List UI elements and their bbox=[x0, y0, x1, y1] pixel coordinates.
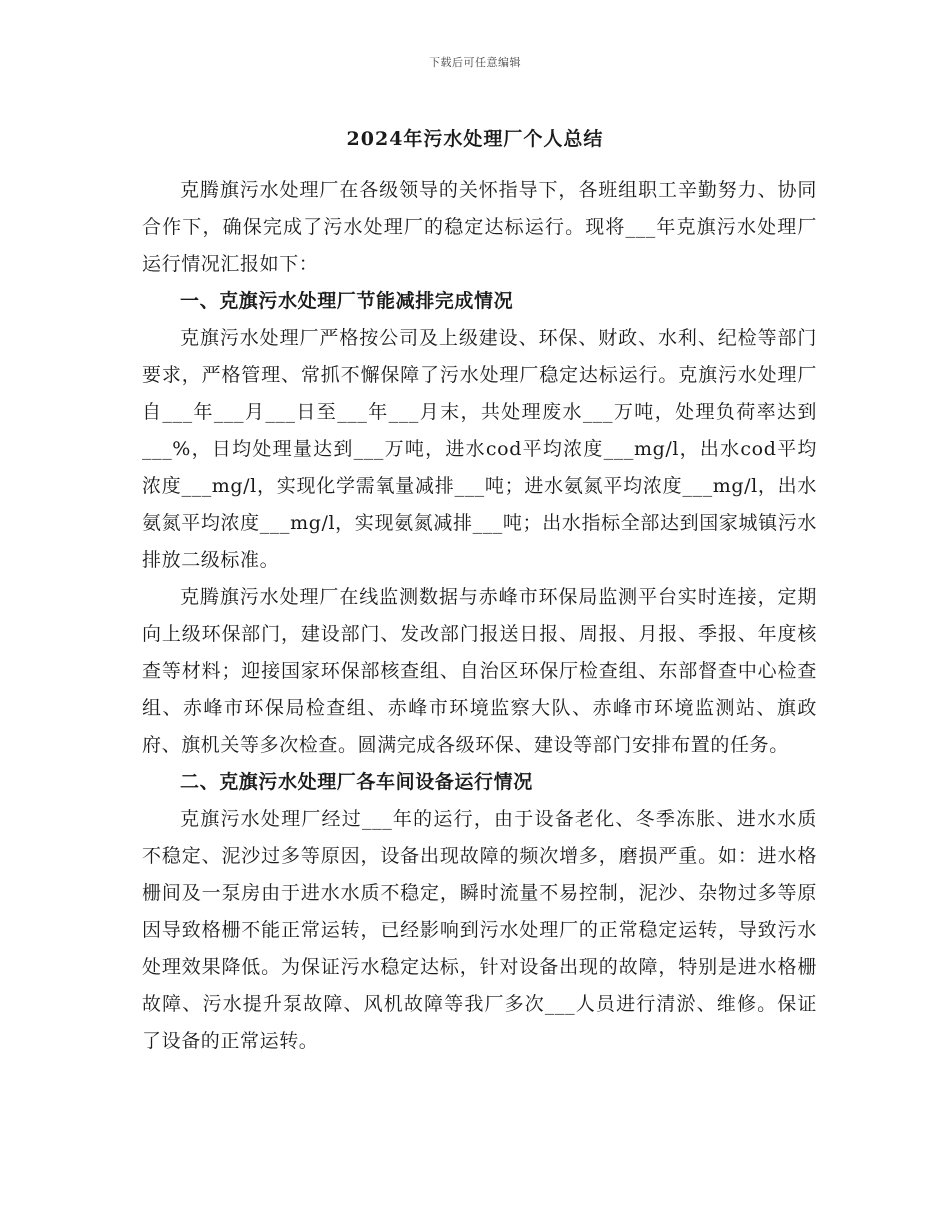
section-2-paragraph-1: 克旗污水处理厂经过___年的运行，由于设备老化、冬季冻胀、进水水质不稳定、泥沙过多等原因，设备出现故障的频次增多，磨损严重。如：进水格栅间及一泵房由于进水水质不稳定，瞬时流量不易控制，泥沙、杂物过多等原因导致格栅不能正常运转，已经影响到污水处理厂的正常稳定运转，导致污水处理效果降低。为保证污水稳定达标，针对设备出现的故障，特别是进水格栅故障、污水提升泵故障、风机故障等我厂多次___人员进行清淤、维修。保证了设备的正常运转。 bbox=[142, 808, 817, 1052]
section-1-paragraph-1: 克旗污水处理厂严格按公司及上级建设、环保、财政、水利、纪检等部门要求，严格管理、常抓不懈保障了污水处理厂稳定达标运行。克旗污水处理厂自___年___月___日至___年___月末，共处理废水___万吨，处理负荷率达到___%，日均处理量达到___万吨，进水cod平均浓度___mg/l，出水cod平均浓度___mg/l，实现化学需氧量减排___吨；进水氨氮平均浓度___mg/l，出水氨氮平均浓度___mg/l，实现氨氮减排___吨；出水指标全部达到国家城镇污水排放二级标准。 bbox=[142, 327, 817, 571]
section-heading-2: 二、克旗污水处理厂各车间设备运行情况 bbox=[180, 771, 533, 793]
document-title: 2024年污水处理厂个人总结 bbox=[346, 128, 604, 150]
intro-paragraph: 克腾旗污水处理厂在各级领导的关怀指导下，各班组职工辛勤努力、协同合作下，确保完成了污水处理厂的稳定达标运行。现将___年克旗污水处理厂运行情况汇报如下： bbox=[142, 179, 817, 275]
header-note: 下载后可任意编辑 bbox=[429, 56, 521, 69]
section-1-paragraph-2: 克腾旗污水处理厂在线监测数据与赤峰市环保局监测平台实时连接，定期向上级环保部门，建设部门、发改部门报送日报、周报、月报、季报、年度核查等材料；迎接国家环保部核查组、自治区环保厅检查组、东部督查中心检查组、赤峰市环保局检查组、赤峰市环境监察大队、赤峰市环境监测站、旗政府、旗机关等多次检查。圆满完成各级环保、建设等部门安排布置的任务。 bbox=[142, 586, 817, 756]
document-body bbox=[142, 172, 817, 1060]
section-heading-1: 一、克旗污水处理厂节能减排完成情况 bbox=[180, 290, 514, 312]
